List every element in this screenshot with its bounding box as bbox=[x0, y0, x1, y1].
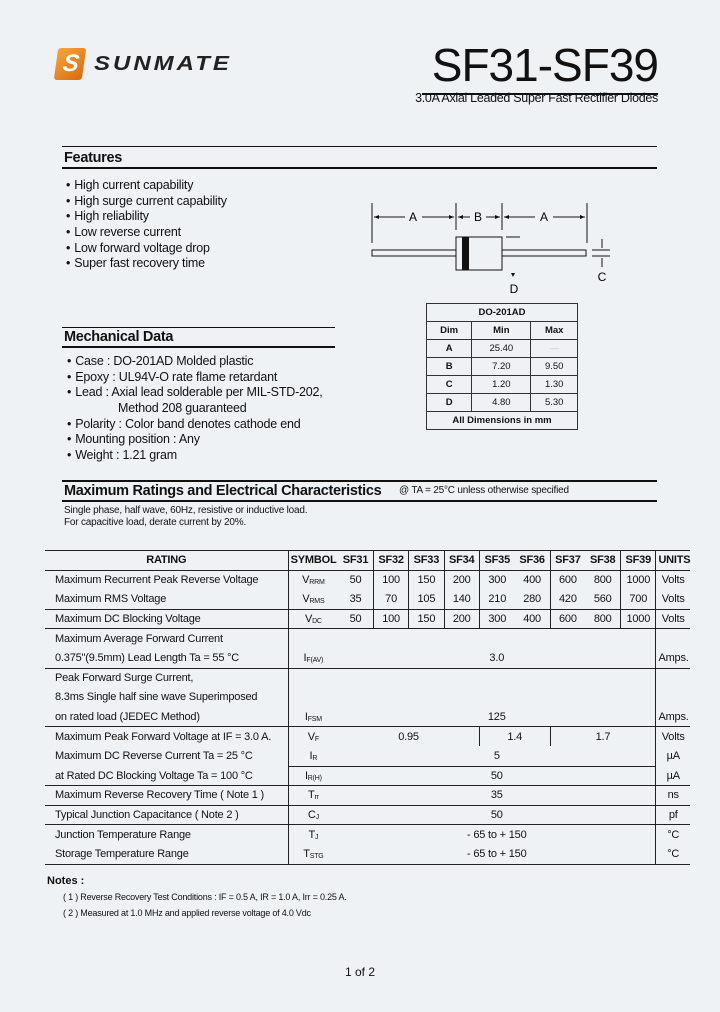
note-item: ( 1 ) Reverse Recovery Test Conditions : IF = 0.5 A, IR = 1.0 A, Irr = 0.25 A. bbox=[63, 892, 347, 902]
mechanical-list bbox=[67, 354, 323, 464]
features-list bbox=[66, 178, 227, 272]
mechanical-item: • Epoxy : UL94V-O rate flame retardant bbox=[67, 370, 323, 386]
diode-outline-diagram bbox=[360, 195, 620, 300]
symbol: C bbox=[307, 809, 316, 822]
table-row bbox=[45, 805, 690, 825]
value-cell: 420 bbox=[550, 590, 585, 610]
symbol: I bbox=[304, 710, 308, 723]
symbol: V bbox=[304, 613, 313, 626]
value-cell: 5 bbox=[493, 749, 500, 762]
feature-item: • High current capability bbox=[66, 178, 227, 194]
notes-heading: Notes : bbox=[47, 875, 85, 887]
table-row bbox=[45, 629, 690, 649]
unit-cell: Volts bbox=[656, 727, 690, 747]
rating-label: Maximum Recurrent Peak Reverse Voltage bbox=[55, 574, 259, 587]
symbol-subscript: J bbox=[314, 833, 319, 841]
symbol: I bbox=[304, 769, 308, 782]
dim-cell: — bbox=[531, 340, 578, 358]
rating-label: Maximum Average Forward Current bbox=[45, 629, 288, 649]
symbol-subscript: FSM bbox=[307, 715, 322, 723]
table-row bbox=[45, 746, 690, 766]
value-cell: 1.7 bbox=[550, 727, 656, 747]
symbol: V bbox=[307, 730, 315, 743]
mechanical-item: • Mounting position : Any bbox=[67, 432, 323, 448]
table-row bbox=[45, 590, 690, 610]
column-header: UNITS bbox=[656, 551, 690, 571]
column-header: SF35 bbox=[479, 551, 514, 571]
dim-label-d: D bbox=[509, 282, 519, 296]
value-cell: 300 bbox=[479, 609, 514, 629]
package-name: DO-201AD bbox=[427, 304, 578, 322]
symbol: T bbox=[307, 789, 315, 802]
column-header: SF39 bbox=[621, 551, 656, 571]
unit-cell: µA bbox=[656, 746, 690, 766]
unit-cell: °C bbox=[656, 844, 690, 864]
symbol-subscript: RRM bbox=[309, 579, 325, 587]
rating-label: Storage Temperature Range bbox=[45, 844, 288, 864]
value-cell: 150 bbox=[409, 570, 444, 590]
value-cell bbox=[338, 668, 656, 688]
table-row bbox=[45, 766, 690, 786]
dim-cell: 1.20 bbox=[472, 376, 531, 394]
dim-label-c: C bbox=[597, 270, 607, 284]
dim-cell: 9.50 bbox=[531, 358, 578, 376]
column-header: SF34 bbox=[444, 551, 479, 571]
value-cell: 50 bbox=[349, 574, 362, 587]
unit-cell bbox=[656, 629, 690, 649]
rating-label: on rated load (JEDEC Method) bbox=[55, 710, 200, 723]
symbol-cell bbox=[288, 629, 338, 649]
symbol-subscript: J bbox=[315, 814, 319, 822]
mechanical-item: • Weight : 1.21 gram bbox=[67, 448, 323, 464]
dimensions-table bbox=[426, 303, 578, 430]
divider bbox=[62, 146, 657, 147]
table-row bbox=[45, 727, 690, 747]
value-cell: 35 bbox=[349, 593, 362, 606]
value-cell: 50 bbox=[338, 766, 656, 786]
value-cell: 100 bbox=[373, 609, 408, 629]
symbol-cell bbox=[288, 570, 338, 590]
feature-item: • Low forward voltage drop bbox=[66, 241, 227, 257]
dim-cell: 25.40 bbox=[472, 340, 531, 358]
table-row bbox=[45, 825, 690, 845]
dim-cell: 5.30 bbox=[531, 394, 578, 412]
value-cell: 105 bbox=[409, 590, 444, 610]
dim-cell: A bbox=[427, 340, 472, 358]
feature-item: • High reliability bbox=[66, 209, 227, 225]
unit-cell bbox=[656, 688, 690, 708]
table-row bbox=[45, 609, 690, 629]
value-cell: 3.0 bbox=[489, 652, 505, 665]
value-cell: - 65 to + 150 bbox=[338, 825, 656, 845]
divider bbox=[62, 480, 657, 482]
unit-cell: Amps. bbox=[656, 707, 690, 727]
value-cell: 200 bbox=[444, 609, 479, 629]
symbol-subscript: STG bbox=[309, 852, 324, 860]
mechanical-item: • Case : DO-201AD Molded plastic bbox=[67, 354, 323, 370]
value-cell: 140 bbox=[444, 590, 479, 610]
feature-item: • Low reverse current bbox=[66, 225, 227, 241]
symbol-cell bbox=[288, 668, 338, 688]
ratings-heading: Maximum Ratings and Electrical Characteristics bbox=[64, 483, 382, 499]
value-cell: 600 bbox=[550, 570, 585, 590]
table-row bbox=[45, 668, 690, 688]
dim-cell: B bbox=[427, 358, 472, 376]
page-title: SF31-SF39 bbox=[431, 39, 658, 91]
value-cell: 800 bbox=[593, 574, 612, 587]
dim-header: Dim bbox=[427, 322, 472, 340]
page-number: 1 of 2 bbox=[344, 965, 376, 979]
symbol-subscript: RMS bbox=[309, 598, 325, 606]
rating-label: 8.3ms Single half sine wave Superimposed bbox=[55, 691, 258, 704]
symbol-cell bbox=[288, 746, 338, 766]
value-cell: 1000 bbox=[621, 570, 656, 590]
symbol-cell bbox=[288, 825, 338, 845]
mechanical-item: • Lead : Axial lead solderable per MIL-STD-202, bbox=[67, 385, 323, 401]
rating-label: at Rated DC Blocking Voltage Ta = 100 °C bbox=[55, 769, 253, 782]
table-row bbox=[45, 570, 690, 590]
unit-cell: Amps. bbox=[656, 648, 690, 668]
table-row bbox=[45, 786, 690, 806]
dim-label-a: A bbox=[408, 210, 418, 224]
symbol: T bbox=[303, 847, 310, 860]
value-cell: 200 bbox=[444, 570, 479, 590]
dim-label-b: B bbox=[473, 210, 483, 224]
page-subtitle: 3.0A Axial Leaded Super Fast Rectifier Diodes bbox=[415, 91, 658, 105]
symbol-cell bbox=[288, 844, 338, 864]
rating-label: Maximum DC Blocking Voltage bbox=[45, 609, 288, 629]
unit-cell: µA bbox=[656, 766, 690, 786]
mechanical-item: • Polarity : Color band denotes cathode end bbox=[67, 417, 323, 433]
value-cell: 1.4 bbox=[479, 727, 550, 747]
unit-cell: Volts bbox=[656, 570, 690, 590]
rating-label: Typical Junction Capacitance ( Note 2 ) bbox=[45, 805, 288, 825]
rating-label: Maximum RMS Voltage bbox=[55, 593, 167, 606]
value-cell: 70 bbox=[373, 590, 408, 610]
rating-label: 0.375"(9.5mm) Lead Length Ta = 55 °C bbox=[55, 652, 240, 665]
company-logo bbox=[52, 42, 252, 84]
unit-cell bbox=[656, 668, 690, 688]
divider bbox=[62, 167, 657, 169]
table-row bbox=[45, 688, 690, 708]
symbol: I bbox=[303, 652, 307, 665]
logo-wordmark: SUNMATE bbox=[94, 52, 232, 76]
value-cell: 560 bbox=[593, 593, 612, 606]
load-note: For capacitive load, derate current by 20%. bbox=[64, 517, 247, 528]
mechanical-item: Method 208 guaranteed bbox=[118, 401, 247, 416]
rating-label: Maximum Peak Forward Voltage at IF = 3.0 A. bbox=[45, 727, 288, 747]
dim-cell: 4.80 bbox=[472, 394, 531, 412]
divider bbox=[62, 500, 657, 502]
value-cell: 50 bbox=[338, 609, 373, 629]
value-cell: 150 bbox=[409, 609, 444, 629]
value-cell: 1000 bbox=[621, 609, 656, 629]
symbol-subscript: F(AV) bbox=[306, 657, 324, 665]
dim-header: Max bbox=[531, 322, 578, 340]
divider bbox=[62, 346, 335, 348]
dim-cell: D bbox=[427, 394, 472, 412]
rating-label: Maximum Reverse Recovery Time ( Note 1 ) bbox=[45, 786, 288, 806]
symbol-subscript: DC bbox=[312, 618, 322, 626]
symbol-cell bbox=[288, 786, 338, 806]
value-cell: 400 bbox=[523, 574, 541, 587]
table-header-row bbox=[45, 551, 690, 571]
unit-cell: ns bbox=[656, 786, 690, 806]
table-row bbox=[45, 648, 690, 668]
symbol-subscript: rr bbox=[314, 794, 319, 802]
rating-label: Maximum DC Reverse Current Ta = 25 °C bbox=[55, 750, 253, 763]
symbol: I bbox=[309, 749, 313, 762]
column-header: RATING bbox=[45, 551, 288, 571]
note-item: ( 2 ) Measured at 1.0 MHz and applied reverse voltage of 4.0 Vdc bbox=[63, 908, 311, 918]
value-cell: 800 bbox=[585, 609, 620, 629]
symbol-subscript: R(H) bbox=[307, 774, 322, 782]
dim-label-a2: A bbox=[539, 210, 549, 224]
value-cell: 700 bbox=[621, 590, 656, 610]
value-cell: 100 bbox=[373, 570, 408, 590]
logo-mark-icon: S bbox=[54, 48, 86, 80]
dim-header: Min bbox=[472, 322, 531, 340]
column-header: SF33 bbox=[409, 551, 444, 571]
symbol-cell bbox=[288, 766, 338, 786]
value-cell: - 65 to + 150 bbox=[338, 844, 656, 864]
value-cell: 400 bbox=[515, 609, 550, 629]
value-cell bbox=[338, 629, 656, 649]
column-header: SF37 bbox=[550, 551, 585, 571]
value-cell: 600 bbox=[550, 609, 585, 629]
symbol-cell bbox=[288, 609, 338, 629]
symbol-subscript: F bbox=[314, 735, 319, 743]
symbol-cell bbox=[288, 805, 338, 825]
rating-label: Junction Temperature Range bbox=[45, 825, 288, 845]
symbol-subscript: R bbox=[312, 754, 318, 762]
features-heading: Features bbox=[64, 150, 123, 166]
unit-cell: pf bbox=[656, 805, 690, 825]
column-header: SYMBOL bbox=[288, 551, 338, 571]
table-row bbox=[45, 844, 690, 864]
divider bbox=[62, 327, 335, 328]
value-cell: 210 bbox=[479, 590, 514, 610]
feature-item: • High surge current capability bbox=[66, 194, 227, 210]
value-cell: 50 bbox=[338, 805, 656, 825]
symbol-cell bbox=[288, 590, 338, 610]
column-header: SF32 bbox=[373, 551, 408, 571]
symbol-cell bbox=[288, 688, 338, 708]
dim-footer: All Dimensions in mm bbox=[427, 412, 578, 430]
value-cell: 35 bbox=[338, 786, 656, 806]
unit-cell: Volts bbox=[656, 590, 690, 610]
value-cell: 0.95 bbox=[338, 727, 479, 747]
symbol-cell bbox=[288, 648, 338, 668]
ratings-condition: @ TA = 25°C unless otherwise specified bbox=[399, 485, 569, 496]
rating-label: Peak Forward Surge Current, bbox=[45, 668, 288, 688]
value-cell: 280 bbox=[523, 593, 541, 606]
symbol: T bbox=[308, 828, 315, 841]
unit-cell: °C bbox=[656, 825, 690, 845]
value-cell: 125 bbox=[487, 710, 506, 723]
column-header: SF38 bbox=[585, 551, 620, 571]
value-cell: 300 bbox=[479, 570, 514, 590]
value-cell bbox=[338, 688, 656, 708]
column-header: SF31 bbox=[338, 551, 373, 571]
feature-item: • Super fast recovery time bbox=[66, 256, 227, 272]
dim-cell: 1.30 bbox=[531, 376, 578, 394]
column-header: SF36 bbox=[515, 551, 550, 571]
dim-cell: 7.20 bbox=[472, 358, 531, 376]
load-note: Single phase, half wave, 60Hz, resistive or inductive load. bbox=[64, 505, 308, 516]
ratings-table bbox=[45, 550, 690, 865]
table-row bbox=[45, 707, 690, 727]
symbol-cell bbox=[288, 707, 338, 727]
symbol-cell bbox=[288, 727, 338, 747]
symbol: V bbox=[302, 593, 310, 606]
symbol: V bbox=[302, 574, 310, 587]
dim-cell: C bbox=[427, 376, 472, 394]
unit-cell: Volts bbox=[656, 609, 690, 629]
mechanical-heading: Mechanical Data bbox=[64, 329, 174, 345]
